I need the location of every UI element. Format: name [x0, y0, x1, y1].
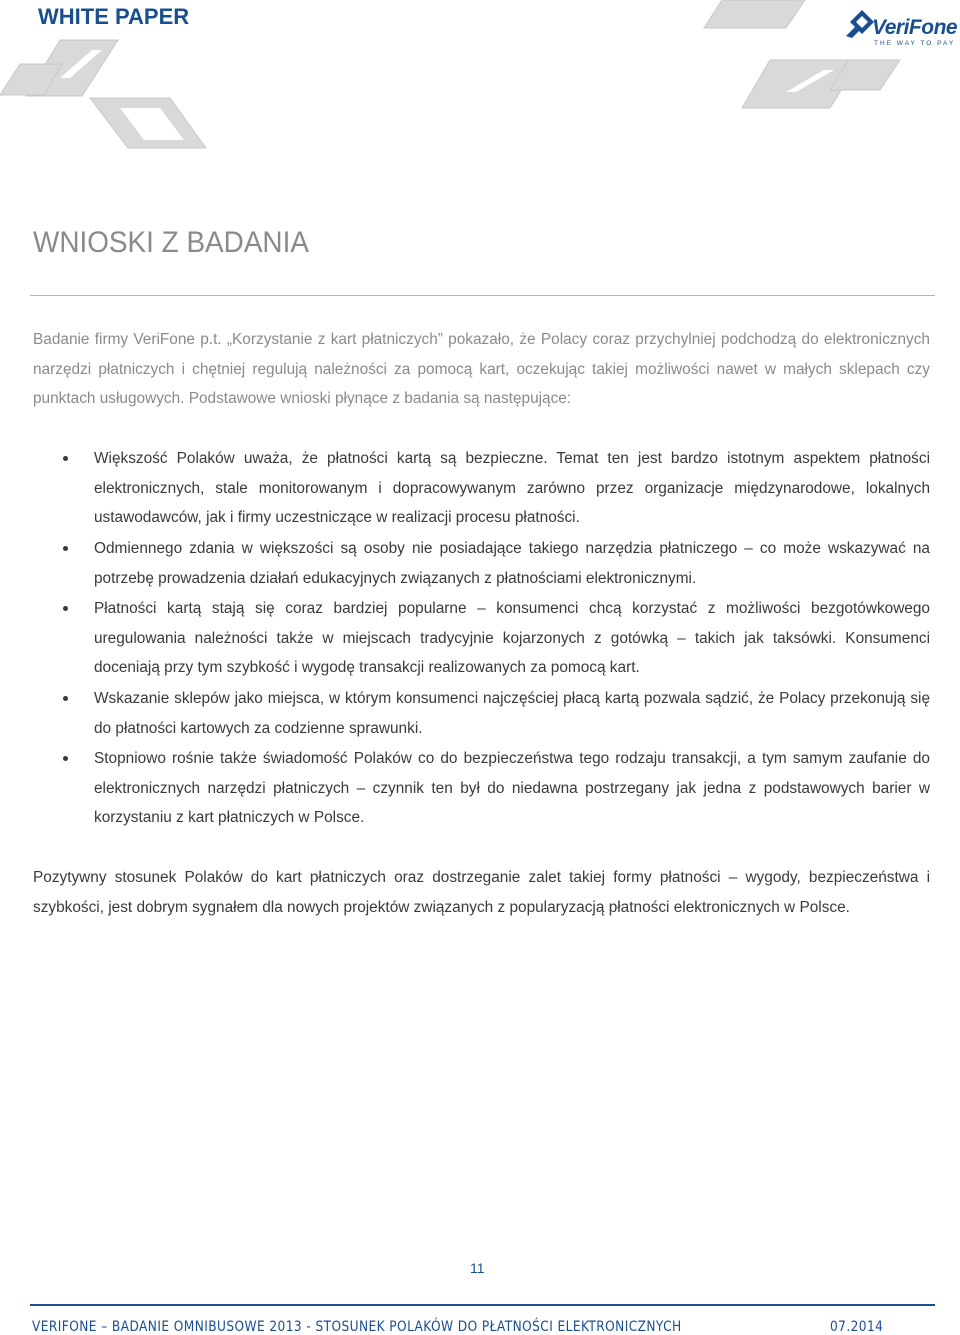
logo-tagline: THE WAY TO PAY [874, 40, 956, 47]
bullet-icon [63, 606, 68, 611]
list-item-text: Stopniowo rośnie także świadomość Polaków co do bezpieczeństwa tego rodzaju transakcji, a tym samym zaufanie do elektronicznych narzędzi płatniczych – czynnik ten był do niedawna postrzegany jak jedna z podstawowych barier w korzystaniu z kart płatniczych w Polsce. [94, 750, 930, 826]
list-item-text: Wskazanie sklepów jako miejsca, w którym konsumenci najczęściej płacą kartą pozwala sądzić, że Polacy przekonują się do płatności kartowych za codzienne sprawunki. [94, 690, 930, 737]
decor-shape-4 [704, 0, 805, 28]
bullet-icon [63, 456, 68, 461]
list-item-text: Odmiennego zdania w większości są osoby nie posiadające takiego narzędzia płatniczego – co może wskazywać na potrzebę prowadzenia działań edukacyjnych związanych z płatnościami elektronicznymi. [94, 540, 930, 587]
bullet-icon [63, 546, 68, 551]
list-item [94, 594, 930, 683]
page-title: WNIOSKI Z BADANIA [33, 226, 309, 259]
footer-divider [30, 1304, 935, 1306]
footer-document-title: VERIFONE – BADANIE OMNIBUSOWE 2013 - STOSUNEK POLAKÓW DO PŁATNOŚCI ELEKTRONICZNYCH [32, 1319, 682, 1335]
closing-paragraph: Pozytywny stosunek Polaków do kart płatniczych oraz dostrzeganie zalet takiej formy płatności – wygody, bezpieczeństwa i szybkości, jest dobrym sygnałem dla nowych projektów związanych z popularyzacją płatności elektronicznych w Polsce. [33, 869, 930, 916]
list-item [94, 444, 930, 533]
list-item [94, 534, 930, 593]
footer-date: 07.2014 [830, 1319, 884, 1335]
intro-paragraph: Badanie firmy VeriFone p.t. „Korzystanie z kart płatniczych” pokazało, że Polacy coraz przychylniej podchodzą do elektronicznych narzędzi płatniczych i chętniej regulują należności za pomocą kart, oczekując takiej możliwości nawet w małych sklepach czy punktach usługowych. Podstawowe wnioski płynące z badania są następujące: [33, 331, 930, 407]
bullet-icon [63, 756, 68, 761]
bullet-icon [63, 696, 68, 701]
list-item [94, 744, 930, 833]
logo-wordmark: VeriFone [872, 16, 958, 39]
list-item [94, 684, 930, 743]
list-item-text: Większość Polaków uważa, że płatności kartą są bezpieczne. Temat ten jest bardzo istotnym aspektem płatności elektronicznych, stale monitorowanym i dopracowywanym zarówno przez organizacje międzynarodowe, lokalnych ustawodawców, jak i firmy uczestniczące w realizacji procesu płatności. [94, 450, 930, 526]
page-number: 11 [470, 1260, 485, 1276]
title-divider [30, 295, 935, 296]
document-type-label: WHITE PAPER [38, 4, 190, 29]
list-item-text: Płatności kartą stają się coraz bardziej popularne – konsumenci chcą korzystać z możliwości bezgotówkowego uregulowania należności także w miejscach tradycyjnie kojarzonych z gotówką – takich jak taksówki. Konsumenci doceniają przy tym szybkość i wygodę transakcji realizowanych za pomocą kart. [94, 600, 930, 676]
verifone-logo [846, 8, 958, 50]
